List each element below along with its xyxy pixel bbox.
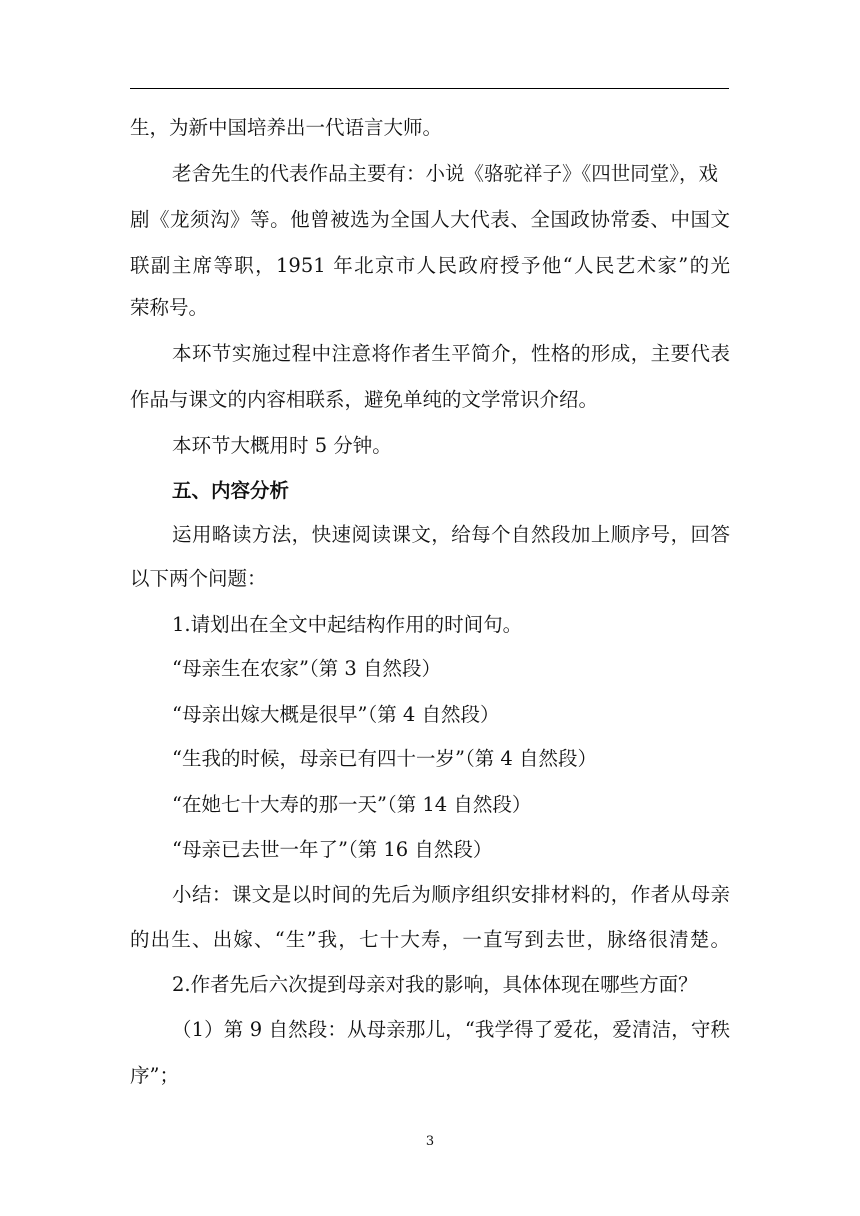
quote-line: “母亲出嫁大概是很早”（第 4 自然段）: [172, 703, 500, 726]
question-line: 1.请划出在全文中起结构作用的时间句。: [172, 613, 523, 636]
paragraph-line: 以下两个问题：: [130, 567, 267, 590]
paragraph-line: 联副主席等职，1951 年北京市人民政府授予他“人民艺术家”的光: [130, 254, 730, 277]
section-heading: 五、内容分析: [172, 479, 290, 502]
paragraph-line: 运用略读方法，快速阅读课文，给每个自然段加上顺序号，回答: [172, 523, 730, 546]
quote-line: “生我的时候，母亲已有四十一岁”（第 4 自然段）: [172, 747, 597, 770]
header-rule: [130, 88, 729, 89]
quote-line: “母亲生在农家”（第 3 自然段）: [172, 657, 441, 680]
summary-line: 小结：课文是以时间的先后为顺序组织安排材料的，作者从母亲: [172, 883, 730, 906]
paragraph-line: 剧《龙须沟》等。他曾被选为全国人大代表、全国政协常委、中国文: [130, 208, 730, 231]
page-number: 3: [425, 1134, 435, 1149]
quote-line: “母亲已去世一年了”（第 16 自然段）: [172, 838, 493, 861]
paragraph-line: 作品与课文的内容相联系，避免单纯的文学常识介绍。: [130, 388, 599, 411]
quote-line: “在她七十大寿的那一天”（第 14 自然段）: [172, 793, 532, 816]
summary-line: 的出生、出嫁、“生”我，七十大寿，一直写到去世，脉络很清楚。: [130, 928, 730, 951]
paragraph-line: 本环节实施过程中注意将作者生平简介，性格的形成，主要代表: [172, 342, 730, 365]
paragraph-line: 生，为新中国培养出一代语言大师。: [130, 116, 443, 139]
question-line: 2.作者先后六次提到母亲对我的影响，具体体现在哪些方面？: [172, 973, 698, 996]
answer-line: （1）第 9 自然段：从母亲那儿，“我学得了爱花，爱清洁，守秩: [172, 1018, 730, 1041]
paragraph-line: 荣称号。: [130, 296, 209, 319]
paragraph-line: 老舍先生的代表作品主要有：小说《骆驼祥子》《四世同堂》，戏: [172, 162, 719, 185]
paragraph-line: 本环节大概用时 5 分钟。: [172, 434, 392, 457]
answer-line: 序”；: [130, 1064, 179, 1087]
